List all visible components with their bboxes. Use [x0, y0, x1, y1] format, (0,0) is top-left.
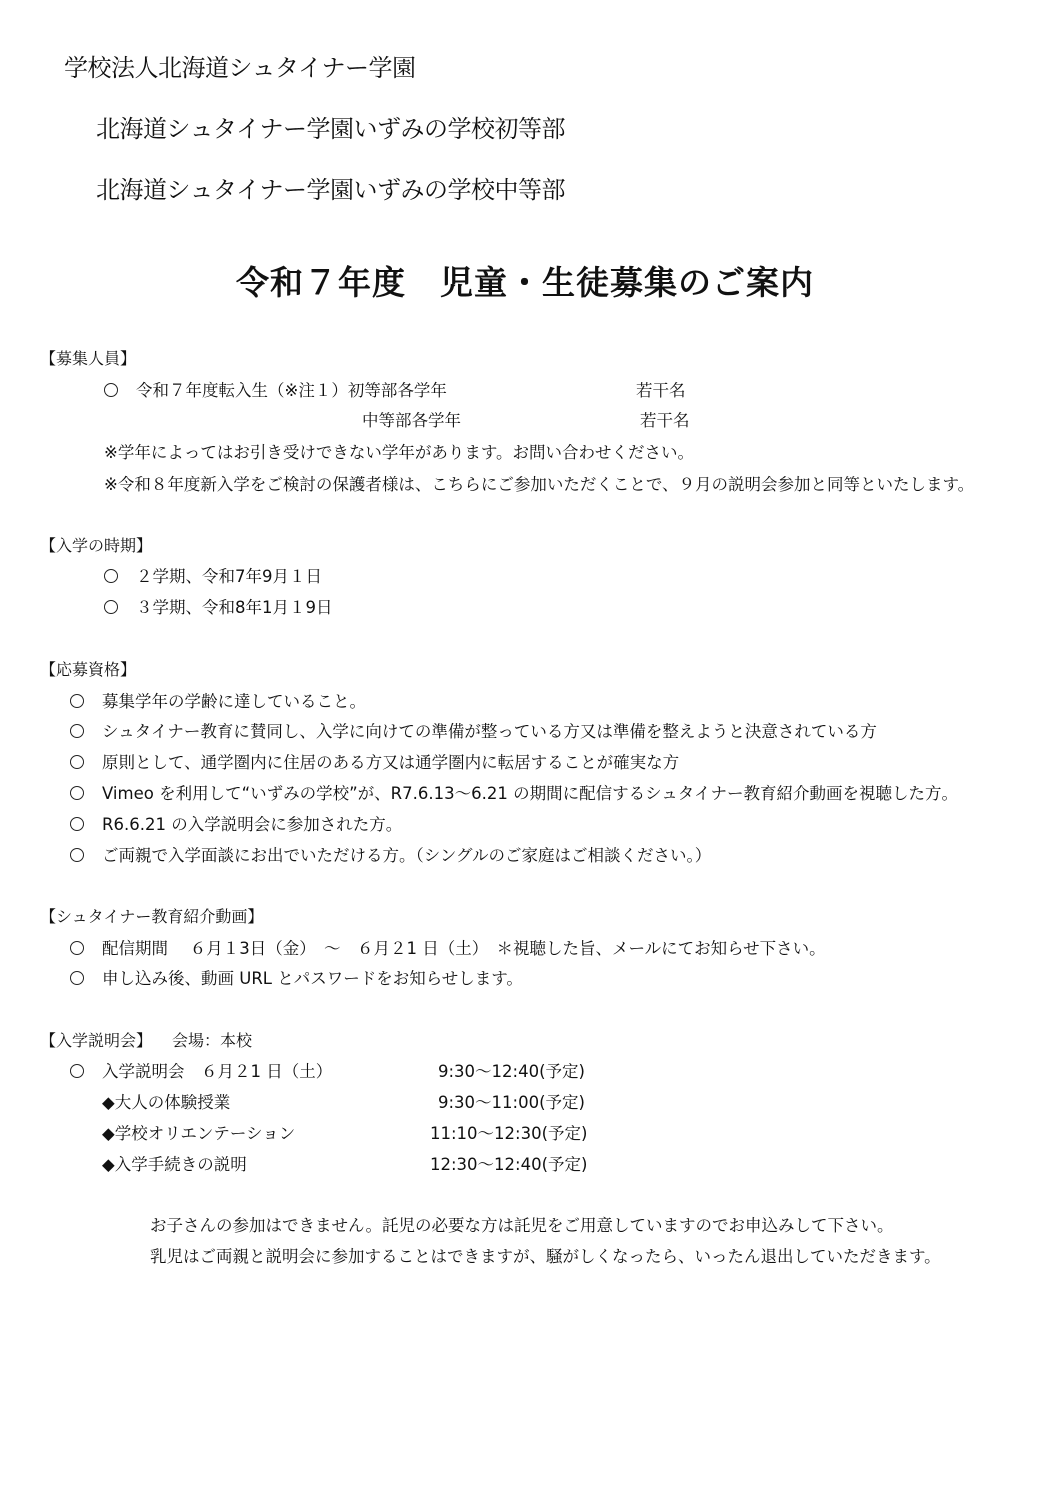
eligibility-item-6: ご両親で入学面談にお出でいただける方。（シングルのご家庭はご相談ください。） — [102, 846, 712, 865]
list-item — [70, 724, 84, 741]
eligibility-heading: 【応募資格】 — [40, 660, 137, 679]
circle-bullet-icon — [70, 848, 84, 862]
video-item-2: 申し込み後、動画 URL とパスワードをお知らせします。 — [102, 969, 523, 988]
timing-item-2: ３学期、令和8年1月１9日 — [136, 598, 333, 617]
video-item-1: 配信期間 ６月１3日（金） ～ ６月２1 日（土） ＊視聴した旨、メールにてお知らせ下さい。 — [102, 939, 826, 958]
circle-bullet-icon — [70, 941, 84, 955]
circle-bullet-icon — [104, 383, 118, 397]
session-sub-3-label: ◆入学手続きの説明 — [102, 1155, 247, 1174]
circle-bullet-icon — [70, 971, 84, 985]
timing-item-1: ２学期、令和7年9月１日 — [136, 567, 322, 586]
session-sub-1-label: ◆大人の体験授業 — [102, 1093, 231, 1112]
session-note-1: お子さんの参加はできません。託児の必要な方は託児をご用意していますのでお申込みして下さい。 — [150, 1216, 894, 1235]
eligibility-item-1: 募集学年の学齢に達していること。 — [102, 692, 366, 711]
session-note-2: 乳児はご両親と説明会に参加することはできますが、騒がしくなったら、いったん退出していただきます。 — [150, 1247, 941, 1266]
list-item — [104, 569, 118, 586]
circle-bullet-icon — [70, 694, 84, 708]
session-sub-2-time: 11:10～12:30(予定) — [430, 1124, 588, 1143]
page-title: 令和７年度 児童・生徒募集のご案内 — [236, 263, 814, 302]
eligibility-item-5: R6.6.21 の入学説明会に参加された方。 — [102, 815, 403, 834]
list-item — [70, 755, 84, 772]
org-name: 学校法人北海道シュタイナー学園 — [64, 54, 416, 82]
timing-heading: 【入学の時期】 — [40, 536, 153, 555]
list-item — [70, 817, 84, 834]
school-middle: 北海道シュタイナー学園いずみの学校中等部 — [96, 176, 566, 204]
session-sub-3-time: 12:30～12:40(予定) — [430, 1155, 588, 1174]
recruit-note-1: ※学年によってはお引き受けできない学年があります。お問い合わせください。 — [104, 443, 695, 462]
circle-bullet-icon — [70, 1064, 84, 1078]
list-item — [104, 600, 118, 617]
list-item — [70, 941, 84, 958]
session-sub-2-label: ◆学校オリエンテーション — [102, 1124, 296, 1143]
eligibility-item-3: 原則として、通学圏内に住居のある方又は通学圏内に転居することが確実な方 — [102, 753, 680, 772]
session-sub-1-time: 9:30～11:00(予定) — [438, 1093, 585, 1112]
circle-bullet-icon — [70, 724, 84, 738]
circle-bullet-icon — [104, 569, 118, 583]
recruit-row2-count: 若干名 — [640, 411, 690, 430]
list-item — [70, 786, 84, 803]
eligibility-item-4: Vimeo を利用して“いずみの学校”が、R7.6.13～6.21 の期間に配信するシュタイナー教育紹介動画を視聴した方。 — [102, 784, 958, 803]
circle-bullet-icon — [104, 600, 118, 614]
circle-bullet-icon — [70, 786, 84, 800]
recruit-heading: 【募集人員】 — [40, 349, 137, 368]
eligibility-item-2: シュタイナー教育に賛同し、入学に向けての準備が整っている方又は準備を整えようと決意されている方 — [102, 722, 877, 741]
recruit-note-2: ※令和８年度新入学をご検討の保護者様は、こちらにご参加いただくことで、９月の説明会参加と同等といたします。 — [104, 475, 975, 494]
school-elementary: 北海道シュタイナー学園いずみの学校初等部 — [96, 115, 566, 143]
list-item — [70, 694, 84, 711]
circle-bullet-icon — [70, 817, 84, 831]
list-item — [70, 971, 84, 988]
recruit-row-1 — [104, 383, 118, 400]
circle-bullet-icon — [70, 755, 84, 769]
session-heading: 【入学説明会】 — [40, 1031, 153, 1050]
session-venue: 会場：本校 — [172, 1031, 253, 1050]
recruit-row1-count: 若干名 — [636, 381, 686, 400]
recruit-row1-label: 令和７年度転入生（※注１）初等部各学年 — [136, 381, 447, 400]
video-heading: 【シュタイナー教育紹介動画】 — [40, 907, 264, 926]
session-main-label: 入学説明会 ６月２1 日（土） — [102, 1062, 333, 1081]
session-main-time: 9:30～12:40(予定) — [438, 1062, 585, 1081]
list-item — [70, 1064, 84, 1081]
recruit-row2-label: 中等部各学年 — [362, 411, 461, 430]
list-item — [70, 848, 84, 865]
